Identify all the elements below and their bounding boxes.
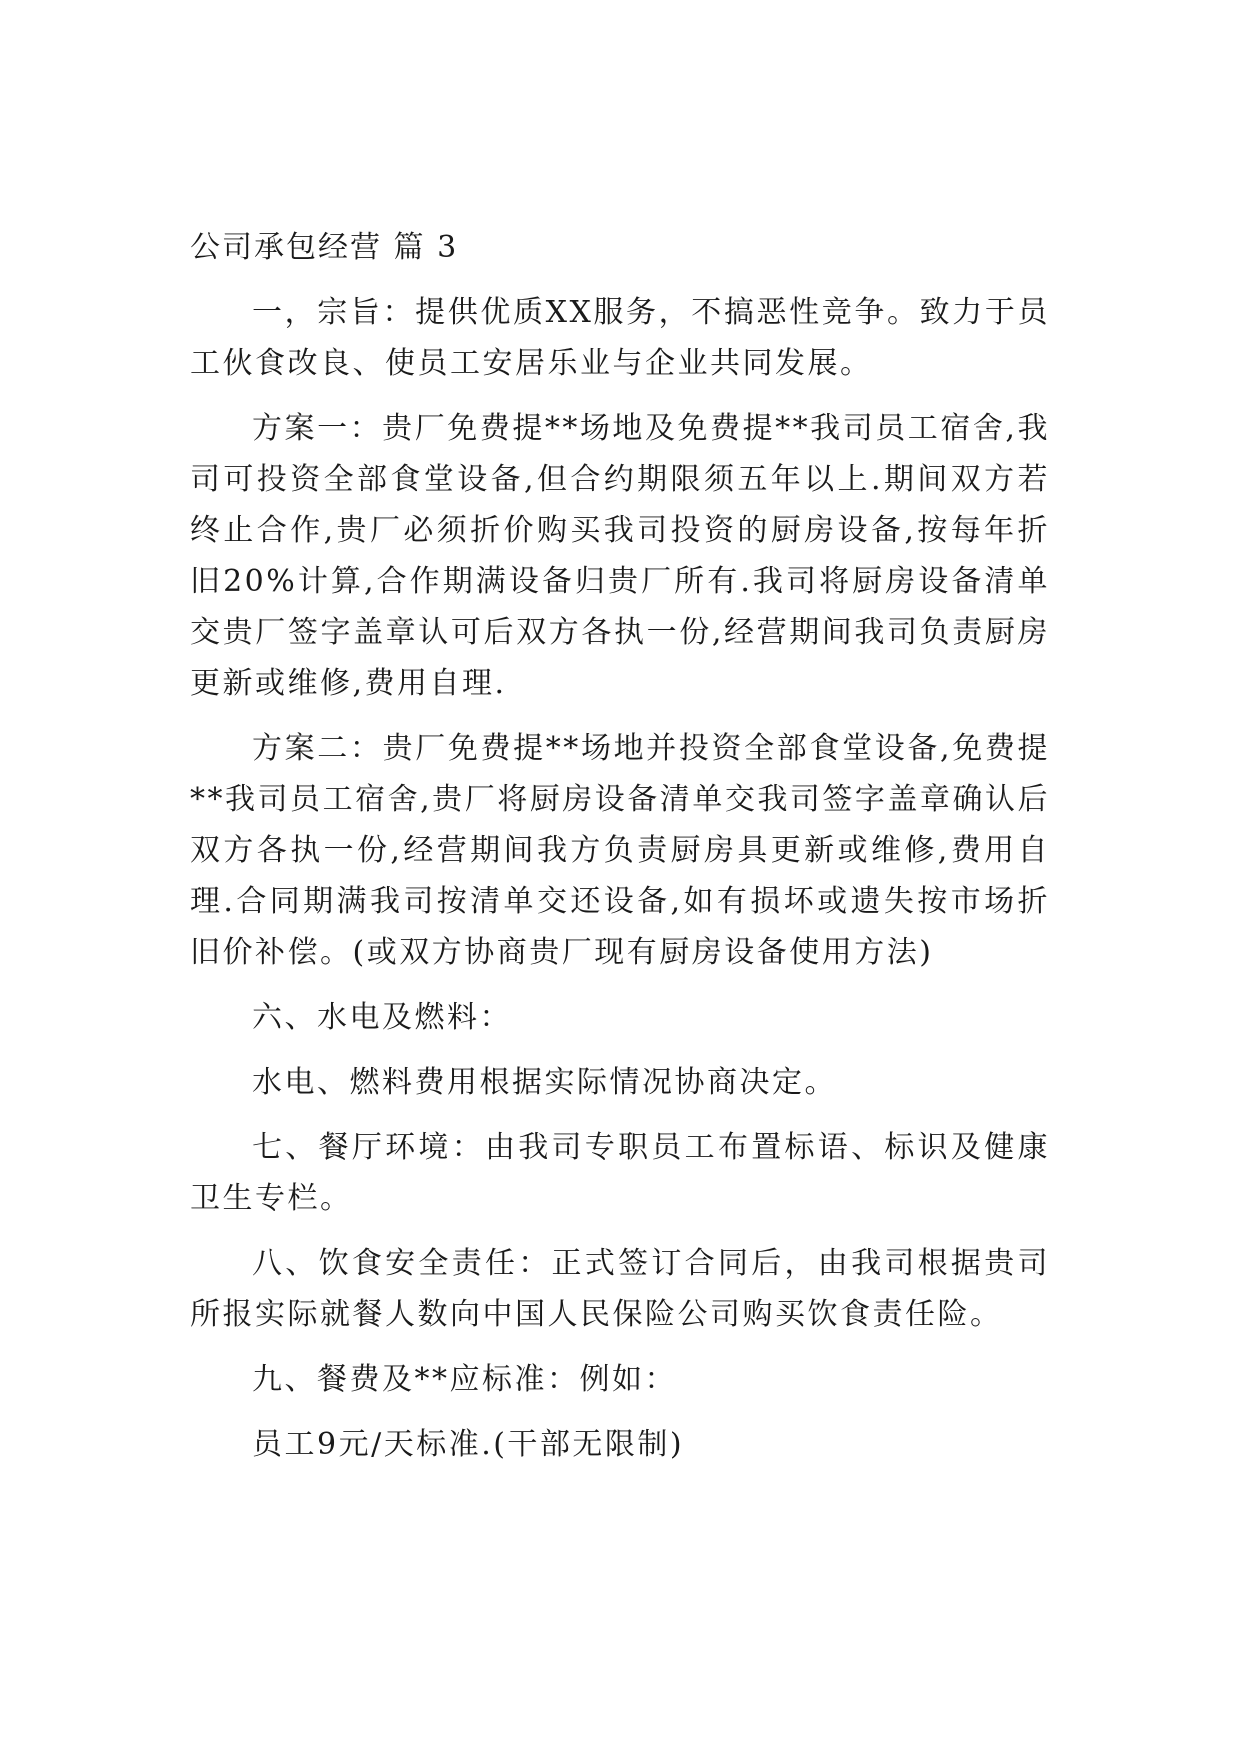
paragraph-plan-two: 方案二：贵厂免费提**场地并投资全部食堂设备,免费提**我司员工宿舍,贵厂将厨房设备清单交我司签字盖章确认后双方各执一份,经营期间我方负责厨房具更新或维修,费用自理.合同期满我司按清单交还设备,如有损坏或遗失按市场折旧价补偿。(或双方协商贵厂现有厨房设备使用方法) xyxy=(190,731,1050,970)
paragraph-utilities-detail: 水电、燃料费用根据实际情况协商决定。 xyxy=(252,1065,837,1100)
paragraph-meal-standard-detail: 员工9元/天标准.(干部无限制) xyxy=(252,1427,685,1462)
paragraph-food-safety: 八、饮食安全责任：正式签订合同后，由我司根据贵司所报实际就餐人数向中国人民保险公司购买饮食责任险。 xyxy=(190,1246,1050,1332)
document-title: 公司承包经营 篇 3 xyxy=(190,230,459,265)
paragraph-plan-one: 方案一：贵厂免费提**场地及免费提**我司员工宿舍,我司可投资全部食堂设备,但合约期限须五年以上.期间双方若终止合作,贵厂必须折价购买我司投资的厨房设备,按每年折旧20%计算,合作期满设备归贵厂所有.我司将厨房设备清单交贵厂签字盖章认可后双方各执一份,经营期间我司负责厨房更新或维修,费用自理. xyxy=(190,411,1050,701)
paragraph-purpose: 一，宗旨：提供优质XX服务，不搞恶性竞争。致力于员工伙食改良、使员工安居乐业与企业共同发展。 xyxy=(190,295,1050,381)
paragraph-dining-environment: 七、餐厅环境：由我司专职员工布置标语、标识及健康卫生专栏。 xyxy=(190,1130,1050,1216)
paragraph-utilities-heading: 六、水电及燃料： xyxy=(252,1000,512,1035)
document-body xyxy=(190,222,1050,1470)
paragraph-meal-standard-heading: 九、餐费及**应标准：例如： xyxy=(252,1362,677,1397)
